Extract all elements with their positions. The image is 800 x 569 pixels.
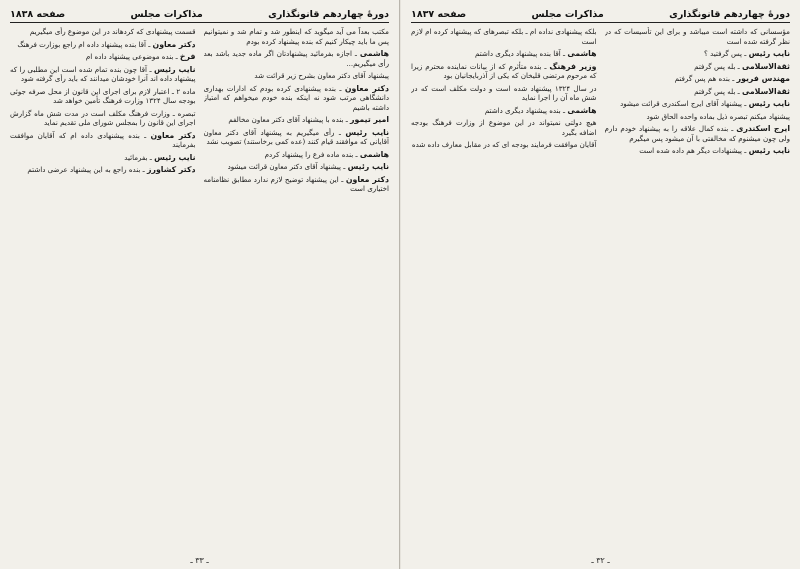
paragraph-text: پیشنهاد آقای دکتر معاون قرائت میشود xyxy=(227,162,342,171)
paragraph xyxy=(411,118,597,137)
speaker-name: مهندس فریور xyxy=(736,74,790,83)
paragraph xyxy=(411,84,597,103)
paragraph xyxy=(10,109,196,128)
speaker-name: دکتر کشاورز xyxy=(146,165,196,174)
text-columns xyxy=(411,27,790,547)
speaker-name: وزیر فرهنگ xyxy=(549,61,597,71)
speaker-name: هاشمی xyxy=(359,49,389,58)
paragraph-text: مکتب بعداً می آید میگوید که اینطور شد و تمام شد و نمیتوانیم پس ما باید چیکار کنیم که بنده پیشنهاد کرده بودم xyxy=(203,27,389,46)
paragraph: ثقةالاسلامی ـ بله پس گرفتم xyxy=(694,61,790,71)
speaker-name: نایب رئیس xyxy=(153,64,196,74)
paragraph-text: بلکه پیشنهادی نداده ام ـ بلکه تبصرهای که پیشنهاد کرده ام لازم است xyxy=(411,27,597,46)
paragraph-text: بنده پیشنهادی کرده بودم که ادارات بهداری دانشگاهی مرتب شود نه اینکه بنده خودم میخواهم که امتیاز داشته باشیم xyxy=(203,83,389,112)
paragraph: نایب رئیس ـ پس گرفتید ؟ xyxy=(704,49,790,58)
speaker-name: ایرج اسکندری xyxy=(736,124,790,133)
paragraph xyxy=(10,87,196,106)
page-header xyxy=(10,6,389,23)
paragraph-text: بنده متأثرم که از بیانات نماینده محترم زیرا که مرحوم مرتضی قلیخان که یکی از آذربایجانیان بود xyxy=(411,61,597,80)
page-header-number: صفحه ۱۸۳۷ xyxy=(411,9,467,20)
paragraph xyxy=(411,140,597,150)
page-header-section: مذاکرات مجلس xyxy=(130,9,203,20)
paragraph: وزیر فرهنگ ـ بنده متأثرم که از بیانات نماینده محترم زیرا که مرحوم مرتضی قلیخان که یکی از آذربایجانیان بود xyxy=(411,61,597,80)
speaker-name: امیر تیمور xyxy=(350,115,389,124)
paragraph: نایب رئیس ـ پیشنهاد آقای ایرج اسکندری قرائت میشود xyxy=(620,99,790,108)
paragraph-text: بنده کمال علاقه را به پیشنهاد خودم دارم ولی چون میشنوم که مخالفتی با آن میشود پس میگیرم xyxy=(604,124,790,143)
speaker-name: ثقةالاسلامی xyxy=(741,61,790,71)
speaker-name: نایب رئیس xyxy=(154,152,196,162)
paragraph-text: در سال ۱۳۲۴ پیشنهاد شده است و دولت مکلف است که در شش ماه آن را اجرا نماید xyxy=(411,83,597,102)
paragraph: مهندس فریور ـ بنده هم پس گرفتم xyxy=(674,74,790,83)
speaker-name: هاشمی xyxy=(567,49,597,58)
text-column xyxy=(411,27,597,547)
paragraph-text: بنده پیشنهادی داده ام که آقایان موافقت بفرمایند xyxy=(10,130,196,149)
page-number: ـ ۳۲ ـ xyxy=(591,556,610,565)
paragraph: نایب رئیس ـ آقا چون بنده تمام شده است این مطلبی را که پیشنهاد داده اند آنرا خودشان میدانند که باید رأی گرفته شود xyxy=(10,64,196,83)
paragraph-text: پیشنهاد آقای دکتر معاون بشرح زیر قرائت شد xyxy=(254,71,389,80)
paragraph-text: پیشنهاد آقای ایرج اسکندری قرائت میشود xyxy=(620,99,743,108)
page-header-title: دورهٔ چهاردهم قانونگذاری xyxy=(268,9,389,20)
text-columns xyxy=(10,27,389,547)
paragraph xyxy=(605,112,791,122)
paragraph-text: آقا چون بنده تمام شده است این مطلبی را که پیشنهاد داده اند آنرا خودشان میدانند که باید رأی گرفته شود xyxy=(10,64,196,83)
paragraph-text: بنده هم پس گرفتم xyxy=(674,74,730,83)
page-header-number: صفحه ۱۸۳۸ xyxy=(10,9,66,20)
paragraph: امیر تیمور ـ بنده با پیشنهاد آقای دکتر معاون مخالفم xyxy=(228,115,389,124)
paragraph: نایب رئیس ـ رأی میگیریم به پیشنهاد آقای دکتر معاون آقایانی که موافقند قیام کنند (عده کمی برخاستند) تصویب نشد xyxy=(203,127,389,146)
speaker-name: دکتر معاون xyxy=(152,39,196,49)
speaker-name: نایب رئیس xyxy=(748,99,790,108)
paragraph: دکتر معاون ـ آقا بنده پیشنهاد داده ام راجع بوزارت فرهنگ xyxy=(17,39,196,49)
paragraph: دکتر کشاورز ـ بنده راجع به این پیشنهاد عرضی داشتم xyxy=(27,165,196,174)
paragraph: دکتر معاون ـ این پیشنهاد توضیح لازم ندارد مطابق نظامنامه اختیاری است xyxy=(203,174,389,193)
speaker-name: هاشمی xyxy=(359,149,389,159)
paragraph-text: بنده ماده فرع را پیشنهاد کردم xyxy=(264,149,354,159)
paragraph xyxy=(605,27,791,46)
paragraph: ثقةالاسلامی ـ بله پس گرفتم xyxy=(694,86,790,96)
speaker-name: دکتر معاون xyxy=(150,130,196,140)
speaker-name: هاشمی xyxy=(567,105,597,115)
paragraph: دکتر معاون ـ بنده پیشنهادی کرده بودم که ادارات بهداری دانشگاهی مرتب شود نه اینکه بنده خودم میخواهم که امتیاز داشته باشیم xyxy=(203,83,389,112)
speaker-name: دکتر معاون xyxy=(345,174,389,184)
paragraph-text: هیچ دولتی نمیتواند در این موضوع از وزارت فرهنگ بودجه اضافه بگیرد xyxy=(411,118,597,137)
paragraph-text: بنده راجع به این پیشنهاد عرضی داشتم xyxy=(27,165,141,174)
paragraph-text: بفرمائید xyxy=(124,152,148,162)
paragraph-text: بله پس گرفتم xyxy=(694,61,736,71)
text-column xyxy=(605,27,791,547)
paragraph-text: این پیشنهاد توضیح لازم ندارد مطابق نظامنامه اختیاری است xyxy=(203,174,389,193)
speaker-name: نایب رئیس xyxy=(345,127,389,137)
paragraph: هاشمی ـ آقا بنده پیشنهاد دیگری داشتم xyxy=(475,49,597,58)
paragraph xyxy=(411,27,597,46)
paragraph-text: بنده با پیشنهاد آقای دکتر معاون مخالفم xyxy=(228,115,344,124)
paragraph: نایب رئیس ـ پیشنهاد آقای دکتر معاون قرائت میشود xyxy=(227,162,389,171)
paragraph-text: قسمت پیشنهادی که کردهاند در این موضوع رأی میگیریم xyxy=(29,27,196,36)
speaker-name: ثقةالاسلامی xyxy=(741,86,790,96)
page-number: ـ ۳۳ ـ xyxy=(190,556,209,565)
paragraph-text: مؤسسانی که داشته است میباشد و برای این تأسیسات که در نظر گرفته شده است xyxy=(604,27,790,46)
paragraph-text: بله پس گرفتم xyxy=(694,86,736,96)
speaker-name: نایب رئیس xyxy=(748,146,790,155)
paragraph-text: تبصره ـ وزارت فرهنگ مکلف است در مدت شش ماه گزارش اجرای این قانون را بمجلس شورای ملی تقدیم نماید xyxy=(10,108,196,127)
page-header xyxy=(411,6,790,23)
speaker-name: نایب رئیس xyxy=(748,49,790,58)
paragraph-text: پیشنهاد میکنم تبصره ذیل بماده واحده الحاق شود xyxy=(646,111,790,121)
paragraph-text: بنده موضوعی پیشنهاد داده ام xyxy=(85,52,174,61)
page-header-section: مذاکرات مجلس xyxy=(531,9,604,20)
paragraph: ایرج اسکندری ـ بنده کمال علاقه را به پیشنهاد خودم دارم ولی چون میشنوم که مخالفتی با آن میشود پس میگیرم xyxy=(604,124,790,143)
paragraph-text: رأی میگیریم به پیشنهاد آقای دکتر معاون آقایانی که موافقند قیام کنند (عده کمی برخاستند) تصویب نشد xyxy=(203,127,389,146)
paragraph: هاشمی ـ اجازه بفرمائید پیشنهادتان اگر ماده جدید باشد بعد رأی میگیریم... xyxy=(203,49,389,68)
paragraph-text: آقا بنده پیشنهاد دیگری داشتم xyxy=(475,49,561,58)
paragraph xyxy=(204,71,390,81)
speaker-name: نایب رئیس xyxy=(347,162,389,171)
paragraph: هاشمی ـ بنده ماده فرع را پیشنهاد کردم xyxy=(264,149,389,159)
text-column xyxy=(204,27,390,547)
paragraph xyxy=(204,27,390,46)
paragraph xyxy=(10,27,196,37)
paragraph: فرخ ـ بنده موضوعی پیشنهاد داده ام xyxy=(85,52,196,61)
paragraph: دکتر معاون ـ بنده پیشنهادی داده ام که آقایان موافقت بفرمایند xyxy=(10,130,196,149)
speaker-name: فرخ xyxy=(179,52,196,61)
right-page xyxy=(400,0,800,569)
paragraph: هاشمی ـ بنده پیشنهاد دیگری داشتم xyxy=(484,105,597,115)
paragraph-text: بنده پیشنهاد دیگری داشتم xyxy=(484,105,561,115)
paragraph-text: پس گرفتید ؟ xyxy=(704,49,743,58)
paragraph-text: ماده ۲ ـ اعتبار لازم برای اجرای این قانون از محل صرفه جوئی بودجه سال ۱۳۲۴ وزارت فرهنگ تأمین خواهد شد xyxy=(10,86,196,105)
paragraph: نایب رئیس ـ بفرمائید xyxy=(124,152,196,162)
page-header-title: دورهٔ چهاردهم قانونگذاری xyxy=(669,9,790,20)
paragraph: نایب رئیس ـ پیشنهادات دیگر هم داده شده است xyxy=(639,146,790,155)
text-column xyxy=(10,27,196,547)
paragraph-text: اجازه بفرمائید پیشنهادتان اگر ماده جدید باشد بعد رأی میگیریم... xyxy=(203,49,389,68)
paragraph-text: آقا بنده پیشنهاد داده ام راجع بوزارت فرهنگ xyxy=(17,39,146,49)
paragraph-text: آقایان موافقت فرمایند بودجه ای که در مقابل معارف داده شده xyxy=(411,140,597,149)
paragraph-text: پیشنهادات دیگر هم داده شده است xyxy=(639,146,743,155)
speaker-name: دکتر معاون xyxy=(344,83,389,93)
